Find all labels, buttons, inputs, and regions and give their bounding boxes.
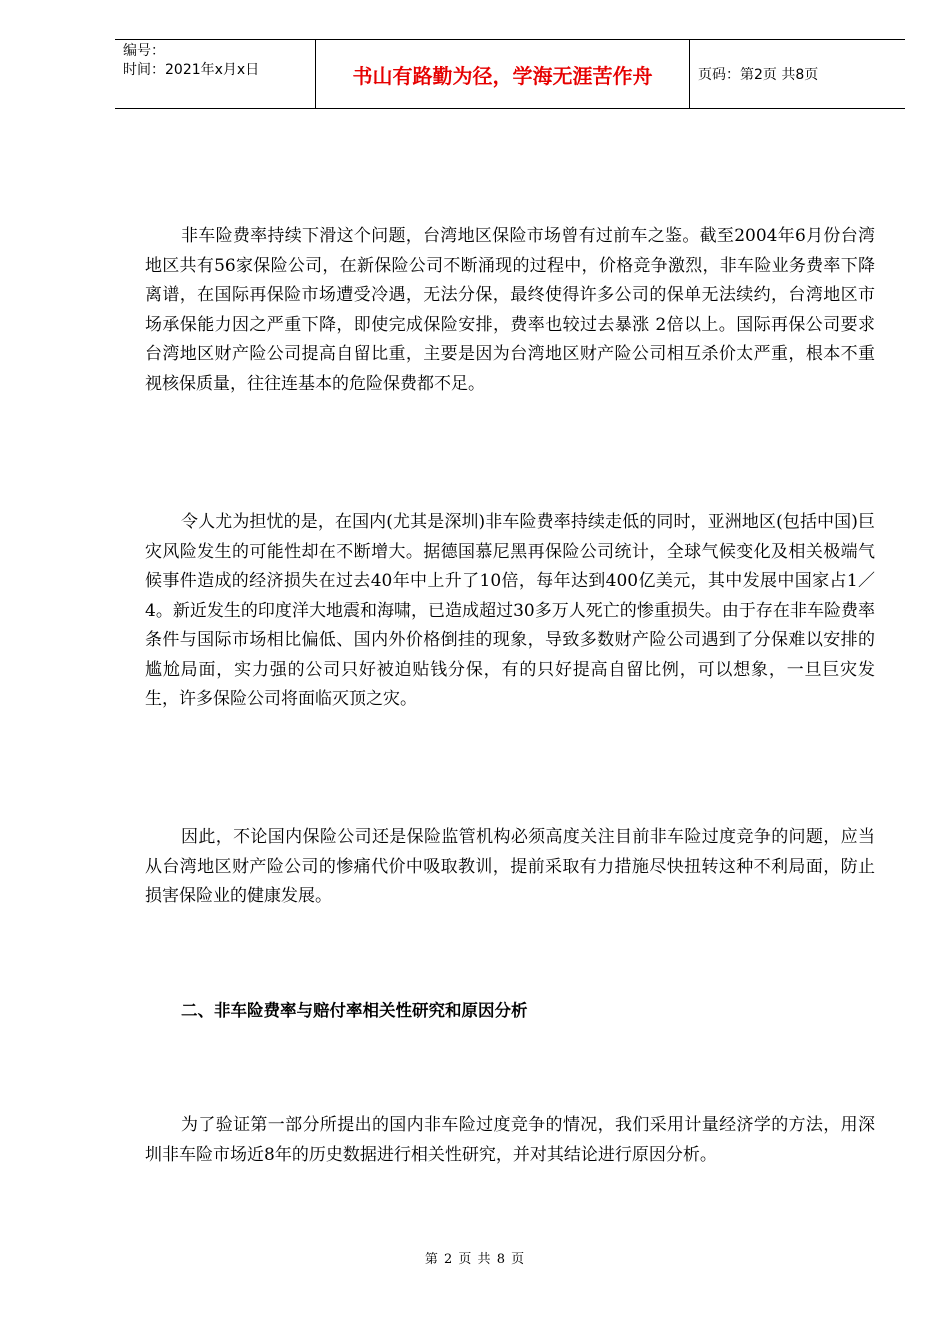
section-heading: 二、非车险费率与赔付率相关性研究和原因分析 [181, 1001, 528, 1020]
header-page-info: 页码：第2页 共8页 [698, 67, 819, 83]
body-paragraph-2: 令人尤为担忧的是，在国内(尤其是深圳)非车险费率持续走低的同时，亚洲地区(包括中国)巨灾风险发生的可能性却在不断增大。据德国慕尼黑再保险公司统计，全球气候变化及相关极端气候事件造成的经济损失在过去40年中上升了10倍，每年达到400亿美元，其中发展中国家占1／4。新近发生的印度洋大地震和海啸，已造成超过30多万人死亡的惨重损失。由于存在非车险费率条件与国际市场相比偏低、国内外价格倒挂的现象，导致多数财产险公司遇到了分保难以安排的尴尬局面，实力强的公司只好被迫贴钱分保，有的只好提高自留比例，可以想象，一旦巨灾发生，许多保险公司将面临灭顶之灾。 [145, 512, 875, 709]
body-paragraph-4: 为了验证第一部分所提出的国内非车险过度竞争的情况，我们采用计量经济学的方法，用深圳非车险市场近8年的历史数据进行相关性研究，并对其结论进行原因分析。 [145, 1115, 875, 1165]
body-paragraph-3: 因此，不论国内保险公司还是保险监管机构必须高度关注目前非车险过度竞争的问题，应当从台湾地区财产险公司的惨痛代价中吸取教训，提前采取有力措施尽快扭转这种不利局面，防止损害保险业的健康发展。 [145, 827, 875, 906]
serial-label: 编号： [123, 43, 165, 59]
date-label: 时间：2021年x月x日 [123, 62, 260, 78]
page-footer: 第 2 页 共 8 页 [424, 1252, 526, 1267]
header-meta [115, 40, 316, 108]
header-motto: 书山有路勤为径，学海无涯苦作舟 [316, 40, 690, 108]
body-paragraph-1: 非车险费率持续下滑这个问题，台湾地区保险市场曾有过前车之鉴。截至2004年6月份台湾地区共有56家保险公司，在新保险公司不断涌现的过程中，价格竞争激烈，非车险业务费率下降离谱，在国际再保险市场遭受冷遇，无法分保，最终使得许多公司的保单无法续约，台湾地区市场承保能力因之严重下降，即使完成保险安排，费率也较过去暴涨 2倍以上。国际再保公司要求台湾地区财产险公司提高自留比重，主要是因为台湾地区财产险公司相互杀价太严重，根本不重视核保质量，往往连基本的危险保费都不足。 [145, 226, 875, 394]
page-header [115, 39, 905, 109]
